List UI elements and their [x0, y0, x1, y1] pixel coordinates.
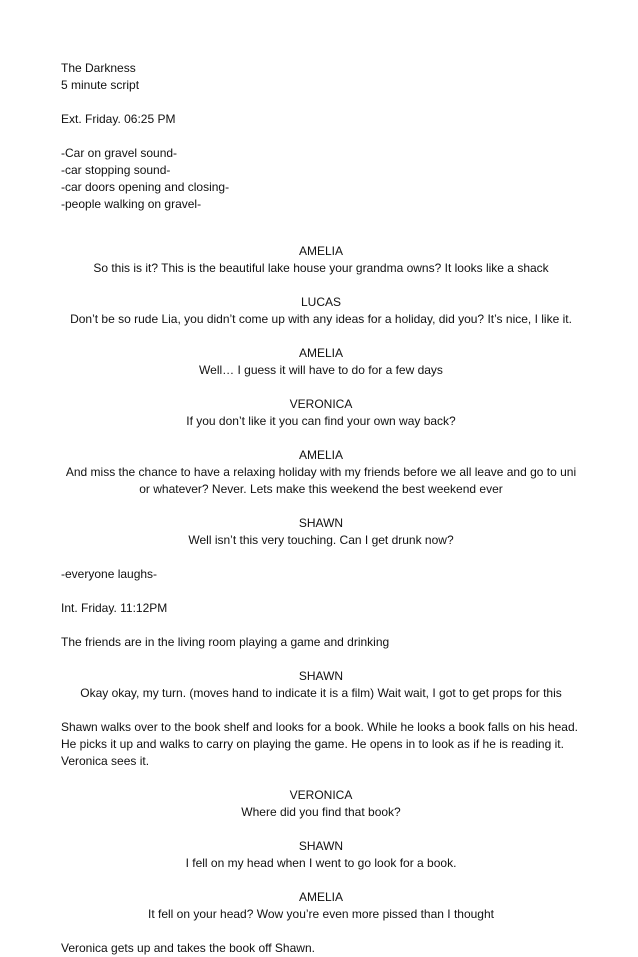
dialogue-line: Where did you find that book?	[241, 805, 401, 819]
scene-heading-2: Int. Friday. 11:12PM	[61, 601, 168, 615]
dialogue-line: And miss the chance to have a relaxing holiday with my friends before we all leave and go to uni or whatever? Never. Lets make this weekend the best weekend ever	[65, 465, 577, 496]
dialogue-block	[61, 345, 581, 379]
dialogue-block	[61, 889, 581, 923]
sound-cue: -Car on gravel sound-	[61, 146, 178, 160]
character-name: AMELIA	[298, 890, 343, 904]
dialogue-line: Well isn’t this very touching. Can I get drunk now?	[188, 533, 454, 547]
dialogue-block	[61, 515, 581, 549]
script-title: The Darkness	[61, 61, 136, 75]
character-name: LUCAS	[300, 295, 341, 309]
character-name: SHAWN	[298, 839, 344, 853]
sound-cue: -car doors opening and closing-	[61, 180, 230, 194]
script-subtitle: 5 minute script	[61, 78, 140, 92]
dialogue-block	[61, 447, 581, 498]
sound-cue: -car stopping sound-	[61, 163, 171, 177]
dialogue-block	[61, 294, 581, 328]
character-name: VERONICA	[289, 397, 353, 411]
dialogue-line: Don’t be so rude Lia, you didn’t come up with any ideas for a holiday, did you? It’s nice, I like it.	[70, 312, 572, 326]
scene-description: The friends are in the living room playing a game and drinking	[61, 635, 390, 649]
sound-cue: -people walking on gravel-	[61, 197, 202, 211]
dialogue-line: Well… I guess it will have to do for a few days	[199, 363, 443, 377]
dialogue-block	[61, 838, 581, 872]
script-page	[61, 60, 581, 957]
character-name: VERONICA	[289, 788, 353, 802]
scene-heading-1: Ext. Friday. 06:25 PM	[61, 112, 176, 126]
dialogue-line: If you don’t like it you can find your own way back?	[186, 414, 456, 428]
action-line: Veronica gets up and takes the book off Shawn.	[61, 941, 315, 955]
dialogue-line: It fell on your head? Wow you’re even more pissed than I thought	[148, 907, 494, 921]
character-name: AMELIA	[298, 448, 343, 462]
character-name: AMELIA	[298, 346, 343, 360]
character-name: SHAWN	[298, 516, 344, 530]
dialogue-line: Okay okay, my turn. (moves hand to indicate it is a film) Wait wait, I got to get props for this	[80, 686, 562, 700]
action-paragraph: Shawn walks over to the book shelf and looks for a book. While he looks a book falls on his head. He picks it up and walks to carry on playing the game. He opens in to look as if he is reading it. Veronica sees it.	[61, 720, 578, 768]
action-line: -everyone laughs-	[61, 567, 158, 581]
dialogue-block	[61, 396, 581, 430]
character-name: SHAWN	[298, 669, 344, 683]
dialogue-line: I fell on my head when I went to go look for a book.	[185, 856, 457, 870]
character-name: AMELIA	[298, 244, 343, 258]
dialogue-block	[61, 787, 581, 821]
dialogue-block	[61, 668, 581, 702]
dialogue-line: So this is it? This is the beautiful lake house your grandma owns? It looks like a shack	[93, 261, 549, 275]
dialogue-block	[61, 243, 581, 277]
